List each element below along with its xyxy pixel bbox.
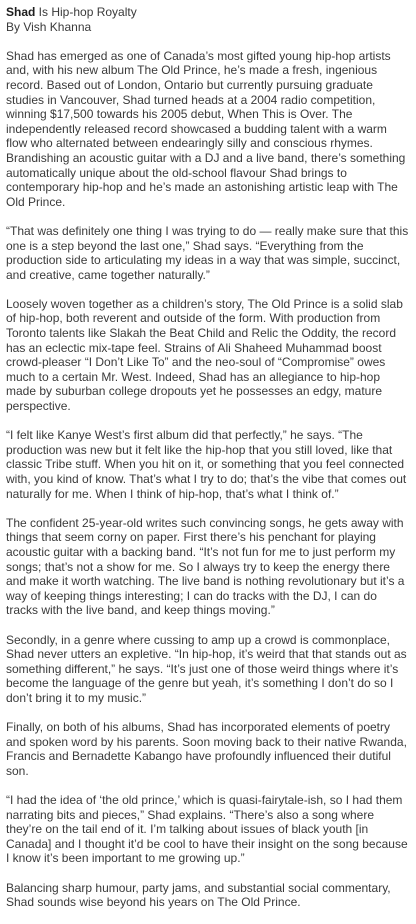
article-paragraph: Shad has emerged as one of Canada’s most gifted young hip-hop artists and, with his new album The Old Prince, he’s made a fresh, ingenious record. Based out of London, Ontario but currently pursuing graduate studies in Vancouver, Shad turned heads at a 2004 radio competition, winning $17,500 towards his 2005 debut, When This is Over. The independently released record showcased a budding talent with a warm flow who alternated between endearingly silly and conscious rhymes. Brandishing an acoustic guitar with a DJ and a live band, there’s something automatically unique about the old-school flavour Shad brings to contemporary hip-hop and he’s made an astonishing artistic leap with The Old Prince. [6,48,406,209]
article-paragraph: “That was definitely one thing I was trying to do — really make sure that this one is a step beyond the last one,” Shad says. “Everything from the production side to articulating my ideas in a way that was simple, succinct, and creative, came together naturally.” [6,223,409,282]
article-paragraph: Secondly, in a genre where cussing to amp up a crowd is commonplace, Shad never utters an expletive. “In hip-hop, it’s weird that that stands out as something different,” he says. “It’s just one of those weird things where it’s become the language of the genre but yeah, it’s something I don’t do so I don’t bring it to my music.” [6,632,407,705]
headline-rest: Is Hip-hop Royalty [35,5,137,19]
article-headline [6,5,410,20]
article-paragraph: The confident 25-year-old writes such convincing songs, he gets away with things that seem corny on paper. First there’s his penchant for playing acoustic guitar with a backing band. “It’s not fun for me to just perform my songs; that’s not a show for me. So I always try to keep the energy there and make it worth watching. The live band is nothing revolutionary but it’s a way of keeping things interesting; I can do tracks with the DJ, I can do tracks with the live band, and keep things moving.” [6,515,405,618]
article-paragraph: “I felt like Kanye West’s first album did that perfectly,” he says. “The production was new but it felt like the hip-hop that you still loved, like that classic Tribe stuff. When you hit on it, or something that you feel connected with, you kind of know. That’s what I try to do; that’s the vibe that comes out naturally for me. When I think of hip-hop, that’s what I think of.” [6,428,407,501]
article-paragraph: Loosely woven together as a children’s story, The Old Prince is a solid slab of hip-hop, both reverent and outside of the form. With production from Toronto talents like Slakah the Beat Child and Relic the Oddity, the record has an eclectic mix-tape feel. Strains of Ali Shaheed Muhammad boost crowd-pleaser “I Don’t Like To” and the neo-soul of “Compromise” owes much to a certain Mr. West. Indeed, Shad has an allegiance to hip-hop made by suburban college dropouts yet he possesses an edgy, mature perspective. [6,296,403,414]
article-byline: By Vish Khanna [6,19,92,34]
headline-artist-name: Shad [6,5,36,19]
article-paragraph: “I had the idea of ‘the old prince,’ which is quasi-fairytale-ish, so I had them narrating bits and pieces,” Shad explains. “There’s also a song where they’re on the tail end of it. I’m talking about issues of black youth [in Canada] and I thought it’d be cool to have their insight on the song because I know it’s been important to me growing up.” [6,793,408,866]
article-paragraph: Finally, on both of his albums, Shad has incorporated elements of poetry and spoken word by his parents. Soon moving back to their native Rwanda, Francis and Bernadette Kabango have profoundly influenced their dutiful son. [6,720,407,778]
article-paragraph: Balancing sharp humour, party jams, and substantial social commentary, Shad sounds wise beyond his years on The Old Prince. [6,880,391,910]
